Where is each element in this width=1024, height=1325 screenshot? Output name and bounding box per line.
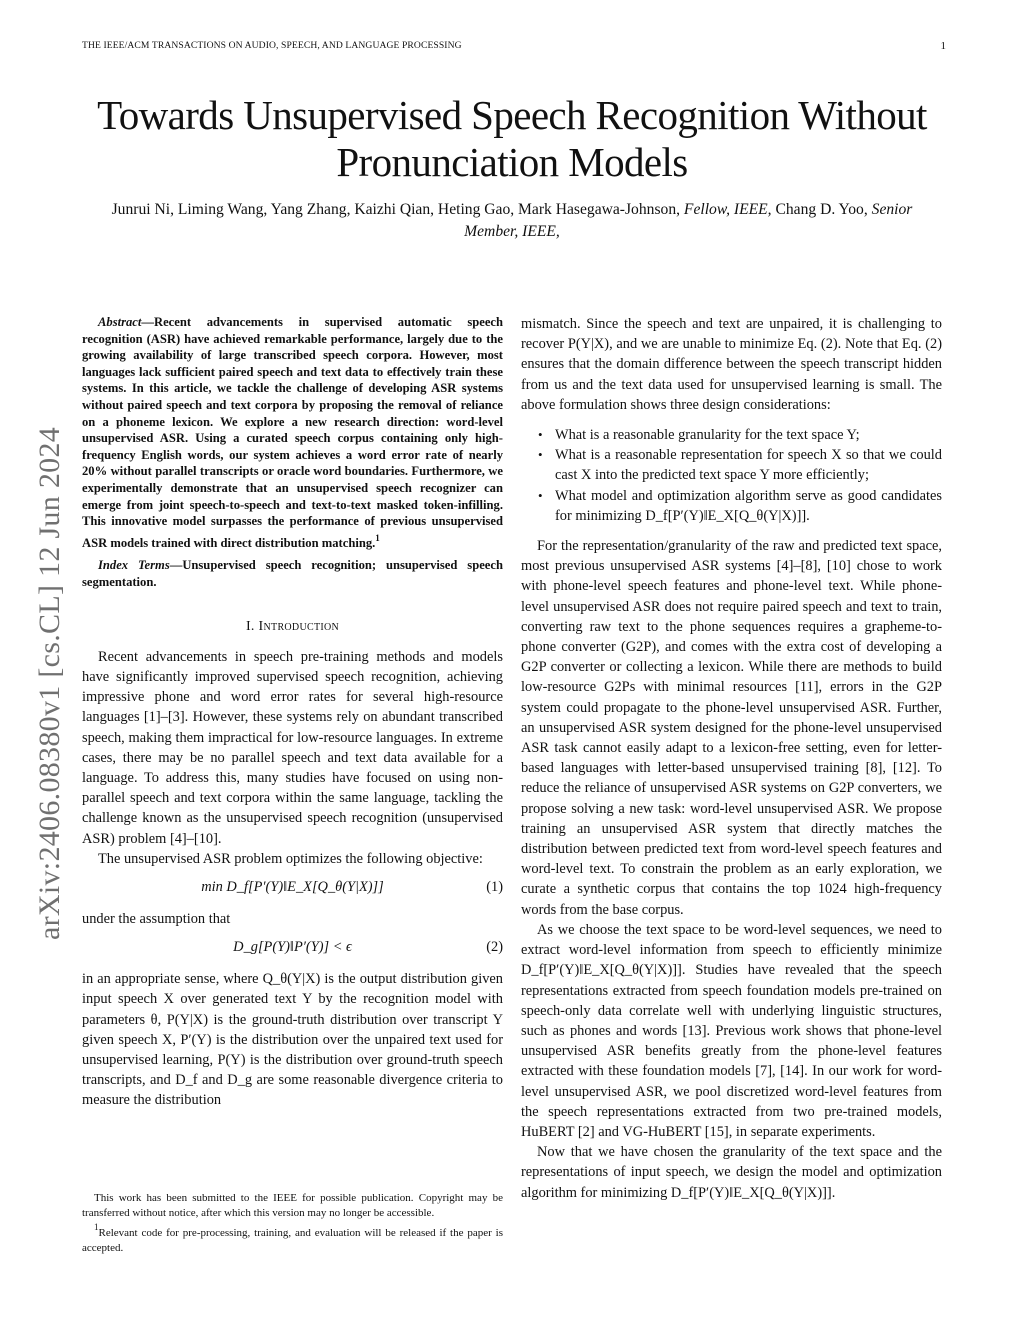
- author-list: [90, 199, 934, 243]
- intro-paragraph-4: in an appropriate sense, where Q_θ(Y|X) is the output distribution given input speech X over generated text Y by the recognition model with parameters θ, P(Y|X) is the ground-truth distribution over transcript Y given speech X, P′(Y) is the distribution over the unpaired text used for unsupervised learning, P(Y) is the distribution over ground-truth speech transcripts, and D_f and D_g are some reasonable divergence criteria to measure the distribution: [82, 971, 503, 1109]
- equation-1-number: (1): [486, 878, 503, 895]
- section-title: Introduction: [258, 618, 340, 634]
- left-column: [82, 314, 503, 1111]
- abstract-label: Abstract: [98, 315, 142, 329]
- intro-paragraph-2: The unsupervised ASR problem optimizes the following objective:: [98, 850, 483, 867]
- section-numeral: I.: [245, 618, 255, 634]
- right-paragraph-1: mismatch. Since the speech and text are unpaired, it is challenging to recover P(Y|X), and we are unable to minimize Eq. (2). Note that Eq. (2) ensures that the domain difference between the speech transcript hidden from us and the text data used for unsupervised learning is small. The above formulation shows three design considerations:: [521, 316, 942, 413]
- paper-title: Towards Unsupervised Speech Recognition Without Pronunciation Models: [97, 92, 927, 185]
- list-item: • What model and optimization algorithm serve as good candidates for minimizing D_f[P′(Y)‖E_X[Q_θ(Y|X)]].: [555, 486, 942, 526]
- author-names-1: Junrui Ni, Liming Wang, Yang Zhang, Kaizhi Qian, Heting Gao, Mark Hasegawa-Johnson,: [111, 201, 681, 218]
- abstract: [82, 314, 503, 551]
- equation-2-number: (2): [486, 939, 503, 956]
- design-considerations-list: [521, 425, 942, 526]
- right-column: [521, 314, 942, 1203]
- author-title-2: Senior Member, IEEE,: [464, 201, 913, 240]
- footnote-mark: 1: [94, 1222, 99, 1232]
- footnote-code: [82, 1220, 503, 1255]
- list-item: • What is a reasonable representation for speech X so that we could cast X into the predicted text space Y more efficiently;: [555, 445, 942, 485]
- index-terms-label: Index Terms: [98, 558, 170, 573]
- author-title-1: Fellow, IEEE,: [683, 201, 772, 218]
- running-head: THE IEEE/ACM TRANSACTIONS ON AUDIO, SPEECH, AND LANGUAGE PROCESSING: [82, 40, 462, 51]
- footnote-code-text: Relevant code for pre-processing, training, and evaluation will be released if the paper is accepted.: [82, 1227, 503, 1254]
- abstract-text: —Recent advancements in supervised automatic speech recognition (ASR) have achieved remarkable performance, largely due to the growing availability of large transcribed speech corpora. However, most languages lack sufficient paired speech and text data to effectively train these systems. In this article, we tackle the challenge of developing ASR systems without paired speech and text corpora by proposing the removal of reliance on a phoneme lexicon. We explore a new research direction: word-level unsupervised ASR. Using a curated speech corpus containing only high-frequency English words, our system achieves a word error rate of nearly 20% without parallel transcripts or oracle word boundaries. Furthermore, we experimentally demonstrate that an unsupervised speech recognizer can emerge from joint speech-to-speech and text-to-text masked token-infilling. This innovative model surpasses the performance of previous unsupervised ASR models trained with direct distribution matching.: [82, 315, 503, 550]
- abstract-footnote-mark: 1: [375, 532, 380, 543]
- equation-1: [82, 877, 503, 901]
- author-names-2: Chang D. Yoo,: [775, 201, 868, 218]
- list-item: • What is a reasonable granularity for the text space Y;: [555, 425, 942, 445]
- right-paragraph-4: Now that we have chosen the granularity of the text space and the representations of input speech, we design the model and optimization algorithm for minimizing D_f[P′(Y)‖E_X[Q_θ(Y|X)]].: [521, 1144, 942, 1201]
- right-paragraph-3: As we choose the text space to be word-level sequences, we need to extract word-level information from speech to efficiently minimize D_f[P′(Y)‖E_X[Q_θ(Y|X)]]. Studies have revealed that the speech representations extracted from speech foundation models pre-trained on speech-only data correlate well with underlying linguistic structures, such as phones and words [13]. Previous work shows that phone-level unsupervised ASR benefits greatly from the phone-level features extracted with these foundation models [7], [14]. In our work for word-level unsupervised ASR, we pool discretized word-level features from the speech representations extracted from two pre-trained models, HuBERT [2] and VG-HuBERT [15], in separate experiments.: [521, 921, 942, 1140]
- page-number: 1: [940, 40, 946, 52]
- footnotes: [82, 1191, 503, 1255]
- section-heading-introduction: [82, 617, 503, 637]
- footnote-submission: This work has been submitted to the IEEE for possible publication. Copyright may be transferred without notice, after which this version may no longer be accessible.: [82, 1192, 503, 1219]
- equation-1-body: min D_f[P′(Y)‖E_X[Q_θ(Y|X)]]: [201, 878, 384, 895]
- intro-paragraph-3: under the assumption that: [82, 910, 231, 927]
- index-terms: [82, 557, 503, 590]
- equation-2: [82, 937, 503, 961]
- arxiv-stamp: arXiv:2406.08380v1 [cs.CL] 12 Jun 2024: [33, 426, 66, 940]
- equation-2-body: D_g[P(Y)‖P′(Y)] < ϵ: [233, 939, 352, 956]
- right-paragraph-2: For the representation/granularity of the raw and predicted text space, most previous unsupervised ASR systems [4]–[8], [10] chose to work with phone-level speech features and phone-level text. While phone-level unsupervised ASR does not require paired speech and text to train, converting raw text to the phone sequences requires a grapheme-to-phone converter (G2P), and comes with the extra cost of developing a G2P converter or collecting a lexicon. While there are methods to build low-resource G2Ps with minimal resources [11], errors in the G2P system could propagate to the phone-level unsupervised ASR. Further, an unsupervised ASR system designed for the phone-level unsupervised ASR task cannot easily adapt to a lexicon-free setting, even for letter-based languages with letter-based unsupervised training [8], [12]. To reduce the reliance of unsupervised ASR systems on G2P converters, we propose solving a new task: word-level unsupervised ASR. We propose training an unsupervised ASR system that directly matches the distribution between predicted text from word-level speech features and word-level text. To constrain the problem as an early exploration, we curate a synthetic corpus that contains the top 1024 high-frequency words from the base corpus.: [521, 538, 942, 918]
- intro-paragraph-1: Recent advancements in speech pre-training methods and models have significantly improved supervised speech recognition, achieving impressive phone and word error rates for several high-resource languages [1]–[3]. However, these systems rely on abundant transcribed speech, making them impractical for low-resource languages. In extreme cases, there may be no parallel speech and text data available for a language. To address this, many studies have focused on using non-parallel speech and text corpora within the same language, tackling the challenge known as the unsupervised speech recognition (unsupervised ASR) problem [4]–[10].: [82, 648, 503, 847]
- index-terms-text: —Unsupervised speech recognition; unsupervised speech segmentation.: [82, 558, 503, 589]
